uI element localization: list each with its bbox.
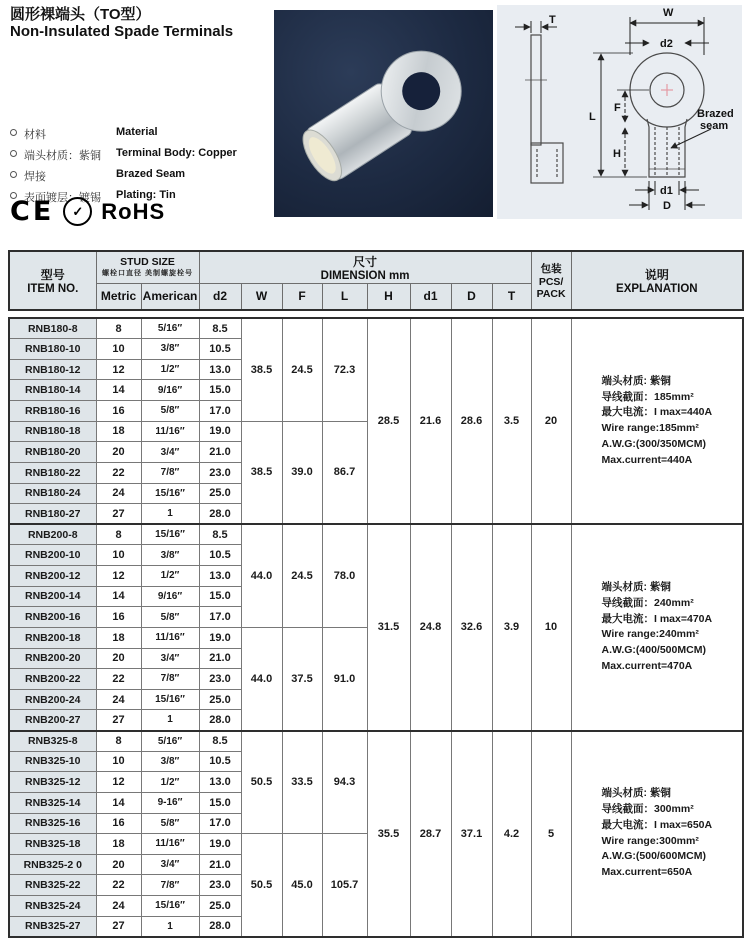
col-header-dimension: 尺寸 DIMENSION mm xyxy=(199,251,531,283)
cell-metric: 27 xyxy=(96,916,141,937)
table-row xyxy=(9,731,743,752)
rohs-label: RoHS xyxy=(101,198,166,224)
cell-explanation xyxy=(571,524,743,730)
cell-metric: 14 xyxy=(96,586,141,607)
cell-d2: 28.0 xyxy=(199,504,241,525)
dim-label-t: T xyxy=(549,14,556,26)
material-row xyxy=(10,168,237,184)
cell-d2: 15.0 xyxy=(199,380,241,401)
col-header-l: L xyxy=(322,283,367,310)
cell-item-no: RNB325-8 xyxy=(9,731,96,752)
cell-d: 37.1 xyxy=(451,731,492,937)
cell-d2: 13.0 xyxy=(199,772,241,793)
cell-d2: 28.0 xyxy=(199,916,241,937)
dim-label-d2: d2 xyxy=(660,38,673,50)
cell-metric: 12 xyxy=(96,359,141,380)
cell-d2: 23.0 xyxy=(199,875,241,896)
bullet-icon xyxy=(10,129,17,136)
cell-d2: 17.0 xyxy=(199,401,241,422)
cell-explanation xyxy=(571,731,743,937)
page-title xyxy=(10,6,233,41)
cell-w: 50.5 xyxy=(241,731,282,834)
cell-metric: 12 xyxy=(96,772,141,793)
cell-item-no: RNB200-10 xyxy=(9,545,96,566)
dim-label-d: D xyxy=(663,200,671,212)
title-english: Non-Insulated Spade Terminals xyxy=(10,23,234,41)
product-photo xyxy=(274,10,493,217)
cell-item-no: RNB200-22 xyxy=(9,669,96,690)
bullet-icon xyxy=(10,171,17,178)
cell-metric: 22 xyxy=(96,875,141,896)
cell-d2: 25.0 xyxy=(199,896,241,917)
bullet-icon xyxy=(10,150,17,157)
title-chinese: 圆形裸端头（TO型） xyxy=(10,6,151,23)
cell-d2: 15.0 xyxy=(199,586,241,607)
cell-american: 15/16″ xyxy=(141,524,199,545)
cell-item-no: RNB200-18 xyxy=(9,627,96,648)
col-header-d1: d1 xyxy=(410,283,451,310)
cell-d2: 25.0 xyxy=(199,483,241,504)
cell-item-no: RNB200-14 xyxy=(9,586,96,607)
cell-item-no: RNB325-12 xyxy=(9,772,96,793)
cell-d2: 8.5 xyxy=(199,318,241,339)
cell-american: 15/16″ xyxy=(141,689,199,710)
cell-f: 33.5 xyxy=(282,731,322,834)
cell-american: 11/16″ xyxy=(141,421,199,442)
certification-marks xyxy=(10,196,165,227)
cell-h: 28.5 xyxy=(367,318,410,524)
cell-item-no: RNB200-16 xyxy=(9,607,96,628)
cell-item-no: RNB325-16 xyxy=(9,813,96,834)
cell-w: 50.5 xyxy=(241,834,282,937)
cell-f: 24.5 xyxy=(282,318,322,421)
brazed-seam-label2: seam xyxy=(700,120,729,132)
cell-d2: 19.0 xyxy=(199,421,241,442)
cell-l: 94.3 xyxy=(322,731,367,834)
cell-d2: 8.5 xyxy=(199,524,241,545)
cell-american: 1 xyxy=(141,710,199,731)
cell-explanation xyxy=(571,318,743,524)
dimension-drawing xyxy=(497,5,742,219)
cell-american: 7/8″ xyxy=(141,875,199,896)
dim-label-f: F xyxy=(614,102,621,114)
cell-american: 3/8″ xyxy=(141,339,199,360)
cell-american: 3/8″ xyxy=(141,545,199,566)
cell-item-no: RNB180-10 xyxy=(9,339,96,360)
cell-item-no: RNB180-14 xyxy=(9,380,96,401)
col-header-explanation: 说明 EXPLANATION xyxy=(571,251,743,310)
cell-item-no: RNB200-24 xyxy=(9,689,96,710)
col-header-f: F xyxy=(282,283,322,310)
cell-american: 7/8″ xyxy=(141,462,199,483)
cell-metric: 20 xyxy=(96,442,141,463)
cell-american: 5/8″ xyxy=(141,813,199,834)
cell-d: 28.6 xyxy=(451,318,492,524)
cell-d1: 24.8 xyxy=(410,524,451,730)
cell-d2: 13.0 xyxy=(199,566,241,587)
col-header-w: W xyxy=(241,283,282,310)
cell-d2: 13.0 xyxy=(199,359,241,380)
cell-metric: 27 xyxy=(96,710,141,731)
cell-metric: 22 xyxy=(96,462,141,483)
cell-pack: 10 xyxy=(531,524,571,730)
material-label-en: Material xyxy=(116,126,158,138)
explanation-text: 端头材质: 紫铜 导线截面：240mm² 最大电流：I max=470A Wire range:240mm² A.W.G:(400/500MCM) Max.current=470A xyxy=(601,581,713,672)
spec-table-body xyxy=(8,317,744,938)
material-label-en: Brazed Seam xyxy=(116,168,186,180)
material-label-en: Terminal Body: Copper xyxy=(116,147,237,159)
explanation-text: 端头材质: 紫铜 导线截面：300mm² 最大电流：I max=650A Wire range:300mm² A.W.G:(500/600MCM) Max.current=650A xyxy=(601,787,713,879)
cell-d2: 23.0 xyxy=(199,462,241,483)
cell-d: 32.6 xyxy=(451,524,492,730)
material-label-zh: 材料 xyxy=(24,129,46,141)
col-header-d2: d2 xyxy=(199,283,241,310)
cell-american: 1/2″ xyxy=(141,566,199,587)
col-header-d: D xyxy=(451,283,492,310)
cell-metric: 18 xyxy=(96,834,141,855)
table-row xyxy=(9,318,743,339)
cell-l: 78.0 xyxy=(322,524,367,627)
cell-t: 4.2 xyxy=(492,731,531,937)
cell-d2: 17.0 xyxy=(199,607,241,628)
cell-american: 15/16″ xyxy=(141,896,199,917)
cell-american: 5/8″ xyxy=(141,401,199,422)
cell-metric: 14 xyxy=(96,380,141,401)
cell-l: 91.0 xyxy=(322,627,367,730)
cell-american: 9-16″ xyxy=(141,792,199,813)
dim-label-d1: d1 xyxy=(660,185,673,197)
cell-f: 37.5 xyxy=(282,627,322,730)
cell-d2: 25.0 xyxy=(199,689,241,710)
cell-l: 105.7 xyxy=(322,834,367,937)
cell-item-no: RNB180-27 xyxy=(9,504,96,525)
cell-american: 3/4″ xyxy=(141,442,199,463)
cell-w: 44.0 xyxy=(241,627,282,730)
cell-metric: 24 xyxy=(96,896,141,917)
cell-item-no: RNB200-27 xyxy=(9,710,96,731)
cell-item-no: RNB180-12 xyxy=(9,359,96,380)
cell-d2: 17.0 xyxy=(199,813,241,834)
cell-l: 72.3 xyxy=(322,318,367,421)
cell-d2: 21.0 xyxy=(199,854,241,875)
cell-h: 31.5 xyxy=(367,524,410,730)
dim-label-h: H xyxy=(613,148,621,160)
cell-american: 3/4″ xyxy=(141,648,199,669)
col-header-h: H xyxy=(367,283,410,310)
cell-metric: 10 xyxy=(96,339,141,360)
material-label-zh: 表面镀层：镀锡 xyxy=(24,192,101,204)
cell-item-no: RNB180-8 xyxy=(9,318,96,339)
cell-d2: 10.5 xyxy=(199,339,241,360)
cell-american: 9/16″ xyxy=(141,586,199,607)
cell-american: 11/16″ xyxy=(141,834,199,855)
cell-american: 5/16″ xyxy=(141,318,199,339)
material-row xyxy=(10,126,237,142)
ce-mark-icon: CE xyxy=(10,196,55,227)
cell-item-no: RNB325-24 xyxy=(9,896,96,917)
cell-metric: 18 xyxy=(96,627,141,648)
col-header-pack: 包装 PCS/ PACK xyxy=(531,251,571,310)
dim-label-w: W xyxy=(663,7,674,19)
cell-american: 7/8″ xyxy=(141,669,199,690)
cell-d2: 28.0 xyxy=(199,710,241,731)
cell-f: 39.0 xyxy=(282,421,322,524)
col-header-metric: Metric xyxy=(96,283,141,310)
cell-item-no: RNB325-10 xyxy=(9,751,96,772)
cell-metric: 18 xyxy=(96,421,141,442)
certification-circle-icon: ✓ xyxy=(63,197,92,226)
cell-d2: 10.5 xyxy=(199,751,241,772)
cell-t: 3.5 xyxy=(492,318,531,524)
cell-metric: 8 xyxy=(96,318,141,339)
cell-metric: 16 xyxy=(96,813,141,834)
cell-item-no: RNB325-2 0 xyxy=(9,854,96,875)
ring-terminal-image xyxy=(274,10,493,217)
cell-f: 45.0 xyxy=(282,834,322,937)
cell-d1: 28.7 xyxy=(410,731,451,937)
cell-d2: 23.0 xyxy=(199,669,241,690)
cell-item-no: RNB200-20 xyxy=(9,648,96,669)
cell-d1: 21.6 xyxy=(410,318,451,524)
material-label-zh: 焊接 xyxy=(24,171,46,183)
cell-american: 3/4″ xyxy=(141,854,199,875)
cell-item-no: RNB180-22 xyxy=(9,462,96,483)
cell-metric: 20 xyxy=(96,648,141,669)
cell-item-no: RNB325-22 xyxy=(9,875,96,896)
cell-metric: 14 xyxy=(96,792,141,813)
cell-item-no: RNB325-27 xyxy=(9,916,96,937)
cell-metric: 24 xyxy=(96,483,141,504)
cell-item-no: RRB180-16 xyxy=(9,401,96,422)
cell-d2: 10.5 xyxy=(199,545,241,566)
cell-d2: 8.5 xyxy=(199,731,241,752)
cell-metric: 22 xyxy=(96,669,141,690)
col-header-american: American xyxy=(141,283,199,310)
cell-item-no: RNB180-18 xyxy=(9,421,96,442)
cell-metric: 20 xyxy=(96,854,141,875)
material-label-en: Plating: Tin xyxy=(116,189,176,201)
cell-d2: 21.0 xyxy=(199,648,241,669)
cell-item-no: RNB200-12 xyxy=(9,566,96,587)
spec-table-wrap xyxy=(8,250,742,938)
dim-label-l: L xyxy=(589,111,596,123)
cell-w: 44.0 xyxy=(241,524,282,627)
cell-american: 1/2″ xyxy=(141,359,199,380)
cell-h: 35.5 xyxy=(367,731,410,937)
cell-metric: 10 xyxy=(96,751,141,772)
cell-d2: 19.0 xyxy=(199,627,241,648)
cell-metric: 10 xyxy=(96,545,141,566)
cell-pack: 20 xyxy=(531,318,571,524)
cell-american: 1 xyxy=(141,504,199,525)
cell-metric: 24 xyxy=(96,689,141,710)
table-row xyxy=(9,524,743,545)
cell-american: 11/16″ xyxy=(141,627,199,648)
col-header-itemno: 型号 ITEM NO. xyxy=(9,251,96,310)
cell-american: 1 xyxy=(141,916,199,937)
cell-t: 3.9 xyxy=(492,524,531,730)
col-header-studsize: STUD SIZE 螺栓口直径 美制螺旋栓号 xyxy=(96,251,199,283)
cell-metric: 16 xyxy=(96,607,141,628)
cell-american: 1/2″ xyxy=(141,772,199,793)
cell-metric: 8 xyxy=(96,731,141,752)
cell-d2: 21.0 xyxy=(199,442,241,463)
cell-item-no: RNB200-8 xyxy=(9,524,96,545)
col-header-t: T xyxy=(492,283,531,310)
cell-item-no: RNB325-14 xyxy=(9,792,96,813)
cell-metric: 8 xyxy=(96,524,141,545)
cell-l: 86.7 xyxy=(322,421,367,524)
cell-pack: 5 xyxy=(531,731,571,937)
cell-d2: 19.0 xyxy=(199,834,241,855)
cell-f: 24.5 xyxy=(282,524,322,627)
cell-d2: 15.0 xyxy=(199,792,241,813)
cell-american: 15/16″ xyxy=(141,483,199,504)
brazed-seam-label: Brazed xyxy=(697,108,734,120)
cell-american: 5/8″ xyxy=(141,607,199,628)
cell-item-no: RNB325-18 xyxy=(9,834,96,855)
cell-american: 3/8″ xyxy=(141,751,199,772)
dimension-diagram xyxy=(497,5,742,219)
cell-w: 38.5 xyxy=(241,318,282,421)
explanation-text: 端头材质: 紫铜 导线截面：185mm² 最大电流：I max=440A Wire range:185mm² A.W.G:(300/350MCM) Max.current=440A xyxy=(601,374,713,466)
cell-w: 38.5 xyxy=(241,421,282,524)
cell-american: 9/16″ xyxy=(141,380,199,401)
cell-metric: 12 xyxy=(96,566,141,587)
cell-metric: 27 xyxy=(96,504,141,525)
material-label-zh: 端头材质：紫铜 xyxy=(24,150,101,162)
cell-item-no: RNB180-20 xyxy=(9,442,96,463)
spec-table-header xyxy=(8,250,744,311)
material-row xyxy=(10,147,237,163)
cell-metric: 16 xyxy=(96,401,141,422)
cell-item-no: RNB180-24 xyxy=(9,483,96,504)
cell-american: 5/16″ xyxy=(141,731,199,752)
